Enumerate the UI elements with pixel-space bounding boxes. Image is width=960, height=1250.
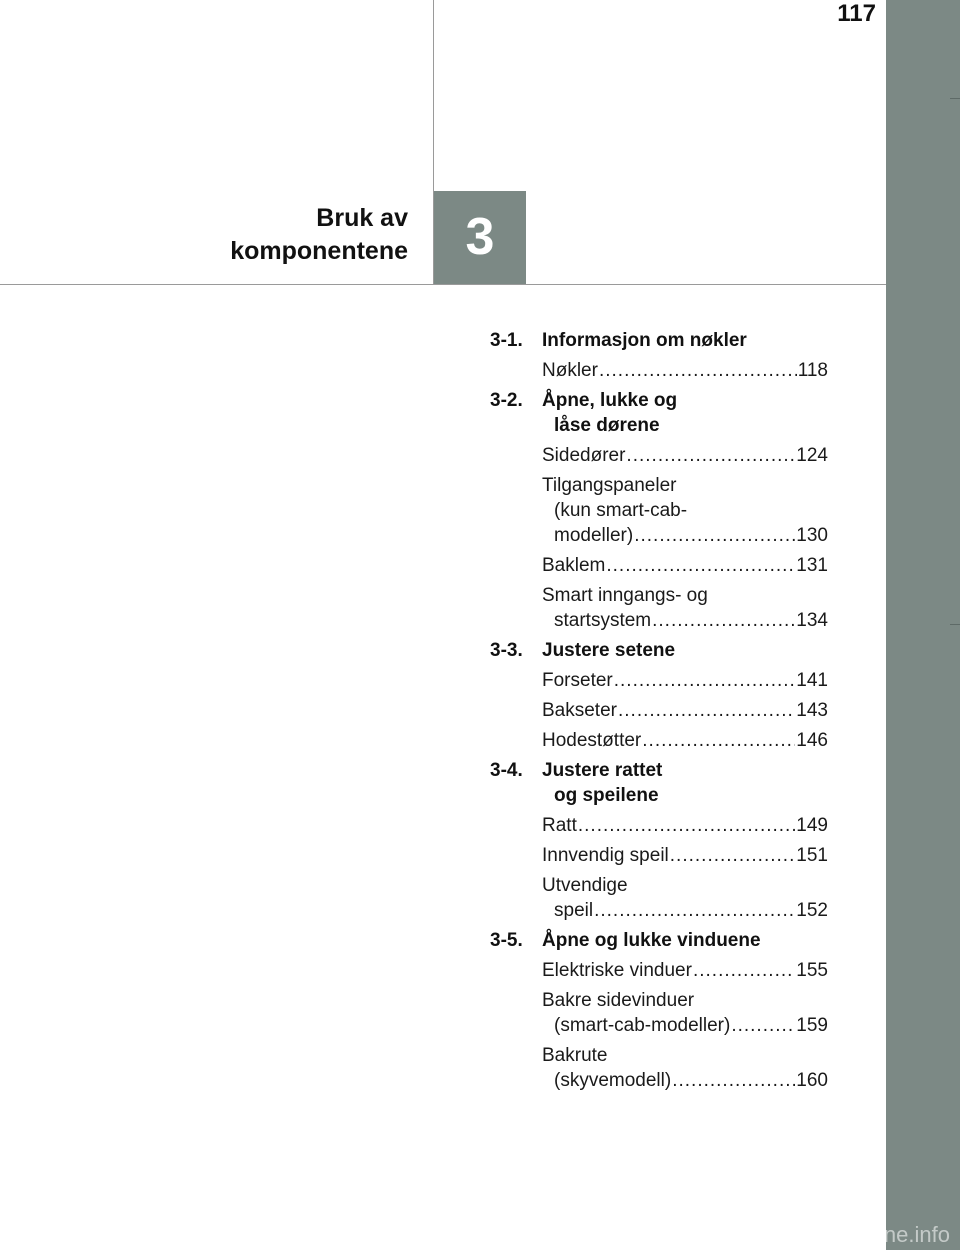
toc-dot-leader [634, 523, 795, 548]
toc-section-title-line: låse dørene [554, 415, 660, 436]
toc-section-title-line: Informasjon om nøkler [542, 330, 747, 351]
toc-entry-label: startsystem [554, 610, 652, 631]
toc-entry-label-line: Bakre sidevinduer [542, 990, 695, 1011]
toc-dot-leader [652, 608, 795, 633]
toc-entry-label: Ratt [542, 815, 577, 836]
toc-section-title-line: Justere rattet [542, 760, 663, 781]
toc-entry-label: speil [554, 900, 594, 921]
toc-entry-row [542, 358, 828, 383]
toc-entry-row [542, 898, 828, 923]
toc-section-title [542, 758, 828, 808]
toc-entry-page-number: 131 [796, 555, 828, 576]
page-number: 117 [837, 0, 876, 27]
toc-entry-label: Innvendig speil [542, 845, 669, 866]
toc-entry[interactable] [542, 988, 828, 1038]
toc-entry-row [542, 843, 828, 868]
chapter-number-box: 3 [434, 191, 526, 284]
toc-section-number: 3-3. [490, 640, 523, 661]
toc-entry-row [542, 443, 828, 468]
toc-entry[interactable] [542, 698, 828, 723]
toc-entry-row [542, 668, 828, 693]
toc-dot-leader [594, 898, 795, 923]
toc-section-number: 3-5. [490, 930, 523, 951]
toc-section-title [542, 388, 828, 438]
toc-entry[interactable] [542, 813, 828, 838]
toc-entry-row [542, 1013, 828, 1038]
toc-entry-label: Hodestøtter [542, 730, 642, 751]
toc-entry-label: modeller) [554, 525, 634, 546]
toc-entry-row [542, 698, 828, 723]
toc-entry-label: (skyvemodell) [554, 1070, 672, 1091]
toc-section-title [542, 328, 828, 353]
toc-entry[interactable] [542, 358, 828, 383]
toc-entry-page-number: 152 [796, 900, 828, 921]
toc-entry-row [542, 958, 828, 983]
toc-section-number: 3-2. [490, 390, 523, 411]
header-horizontal-rule [0, 284, 886, 285]
toc-entry-label: Sidedører [542, 445, 626, 466]
toc-dot-leader [606, 553, 795, 578]
toc-entry-label: (smart-cab-modeller) [554, 1015, 731, 1036]
toc-entry-row [542, 813, 828, 838]
toc-entry[interactable] [542, 583, 828, 633]
toc-entry[interactable] [542, 958, 828, 983]
toc-entry[interactable] [542, 668, 828, 693]
toc-entry-page-number: 159 [796, 1015, 828, 1036]
toc-entry[interactable] [542, 728, 828, 753]
toc-section-title-line: Åpne, lukke og [542, 390, 678, 411]
toc-dot-leader [670, 843, 796, 868]
toc-entry-page-number: 134 [796, 610, 828, 631]
toc-entry-label-line: Utvendige [542, 875, 628, 896]
toc-entry-row [542, 728, 828, 753]
toc-dot-leader [626, 443, 795, 468]
toc-entry-row [542, 523, 828, 548]
toc-section-number: 3-1. [490, 330, 523, 351]
toc-entry-label: Bakseter [542, 700, 617, 721]
side-bar-tick [950, 98, 960, 99]
toc-entry-label: Forseter [542, 670, 613, 691]
toc-section-title-line: og speilene [554, 785, 659, 806]
toc-dot-leader [642, 728, 795, 753]
toc-section-title [542, 638, 828, 663]
toc-entry-page-number: 146 [796, 730, 828, 751]
toc-entry-page-number: 141 [796, 670, 828, 691]
toc-entry-page-number: 130 [796, 525, 828, 546]
toc-dot-leader [693, 958, 795, 983]
toc-section-title [542, 928, 828, 953]
toc-entry-page-number: 124 [796, 445, 828, 466]
toc-entry-row [542, 608, 828, 633]
toc-entry-row [542, 1068, 828, 1093]
toc-entry[interactable] [542, 1043, 828, 1093]
toc-entry-page-number: 155 [796, 960, 828, 981]
toc-entry-label-line: Smart inngangs- og [542, 585, 708, 606]
toc-section-title-line: Justere setene [542, 640, 676, 661]
toc-dot-leader [599, 358, 797, 383]
toc-dot-leader [672, 1068, 795, 1093]
toc-entry-page-number: 160 [796, 1070, 828, 1091]
toc-entry[interactable] [542, 443, 828, 468]
toc-entry-page-number: 151 [796, 845, 828, 866]
toc-entry-label-line: (kun smart-cab- [554, 500, 688, 521]
toc-entry-page-number: 118 [797, 360, 828, 381]
side-bar-tick [950, 624, 960, 625]
toc-dot-leader [618, 698, 795, 723]
toc-entry-label: Elektriske vinduer [542, 960, 692, 981]
toc-dot-leader [731, 1013, 795, 1038]
toc-dot-leader [578, 813, 795, 838]
toc-section-number: 3-4. [490, 760, 523, 781]
toc-entry-label-line: Bakrute [542, 1045, 608, 1066]
toc-entry[interactable] [542, 473, 828, 548]
chapter-title-line: Bruk av [316, 204, 408, 232]
toc-entry-row [542, 553, 828, 578]
toc-entry-label: Nøkler [542, 360, 598, 381]
watermark: carmanualsonline.info [735, 1222, 950, 1247]
toc-entry-page-number: 149 [796, 815, 828, 836]
chapter-title [230, 202, 408, 268]
toc-entry-label-line: Tilgangspaneler [542, 475, 677, 496]
toc-dot-leader [614, 668, 796, 693]
toc-section-title-line: Åpne og lukke vinduene [542, 930, 761, 951]
toc-entry-label: Baklem [542, 555, 606, 576]
toc-entry[interactable] [542, 843, 828, 868]
toc-entry[interactable] [542, 873, 828, 923]
toc-entry-page-number: 143 [796, 700, 828, 721]
chapter-title-line: komponentene [230, 237, 408, 265]
chapter-side-bar [886, 0, 960, 1250]
toc-entry[interactable] [542, 553, 828, 578]
